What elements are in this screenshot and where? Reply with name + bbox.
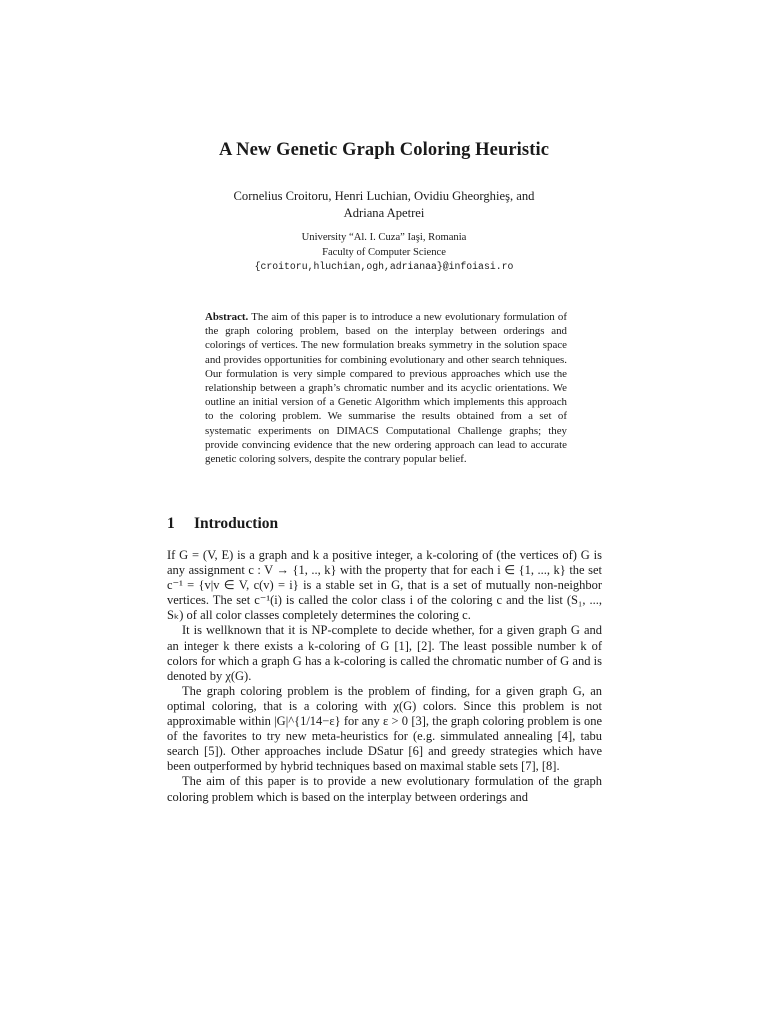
affiliation-block: [0, 231, 768, 275]
intro-paragraph-4: The aim of this paper is to provide a new evolutionary formulation of the graph coloring problem which is based on the interplay between orderings and: [167, 774, 602, 804]
section-heading: [167, 515, 278, 533]
abstract-label: Abstract.: [205, 311, 249, 323]
author-emails: {croitoru,hluchian,ogh,adrianaa}@infoiasi.ro: [254, 261, 514, 272]
intro-paragraph-1: If G = (V, E) is a graph and k a positive integer, a k-coloring of (the vertices of) G is any assignment c : V → {1, .., k} with the property that for each i ∈ {1, ..., k} the set c⁻¹ = {v|v ∈ V, c(v) = i} is a stable set in G, that is a set of mutually non-neighbor vertices. The set c⁻¹(i) is called the color class i of the coloring c and the list (S₁, ..., Sₖ) of all color classes completely determines the coloring c.: [167, 548, 602, 623]
paper-title: A New Genetic Graph Coloring Heuristic: [218, 140, 550, 160]
author-list: [184, 188, 584, 222]
section-title: Introduction: [194, 515, 279, 532]
intro-paragraph-2: It is wellknown that it is NP-complete to decide whether, for a given graph G and an integer k there exists a k-coloring of G [1], [2]. The least possible number k of colors for which a graph G has a k-coloring is called the chromatic number of G and is denoted by χ(G).: [167, 623, 602, 683]
abstract-text: The aim of this paper is to introduce a new evolutionary formulation of the graph coloring problem, based on the interplay between orderings and colorings of vertices. The new formulation breaks symmetry in the solution space and provides opportunities for combining evolutionary and other search tehniques. Our formulation is very simple compared to previous approaches which use the relationship between a graph’s chromatic number and its acyclic orientations. We outline an initial version of a Genetic Algorithm which implements this approach to the coloring problem. We summarise the results obtained from a set of systematic experiments on DIMACS Computational Challenge graphs; they provide convincing evidence that the new ordering approach can lead to accurate genetic coloring solvers, despite the contrary popular belief.: [205, 311, 567, 466]
affiliation-faculty: Faculty of Computer Science: [322, 246, 446, 258]
authors-line-1: Cornelius Croitoru, Henri Luchian, Ovidiu Gheorghieş, and: [233, 189, 535, 203]
section-number: 1: [167, 515, 175, 532]
abstract: [205, 310, 567, 466]
authors-line-2: Adriana Apetrei: [343, 206, 425, 220]
affiliation-university: University “Al. I. Cuza” Iaşi, Romania: [301, 232, 467, 243]
intro-paragraph-3: The graph coloring problem is the problem of finding, for a given graph G, an optimal coloring, that is a coloring with χ(G) colors. Since this problem is not approximable within |G|^{1/14−ε} for any ε > 0 [3], the graph coloring problem is one of the favorites to try new meta-heuristics for (e.g. simmulated annealing [4], tabu search [5]). Other approaches include DSatur [6] and greedy strategies which have been outperformed by hybrid techniques based on maximal stable sets [7], [8].: [167, 683, 602, 774]
introduction-body: [167, 548, 602, 805]
